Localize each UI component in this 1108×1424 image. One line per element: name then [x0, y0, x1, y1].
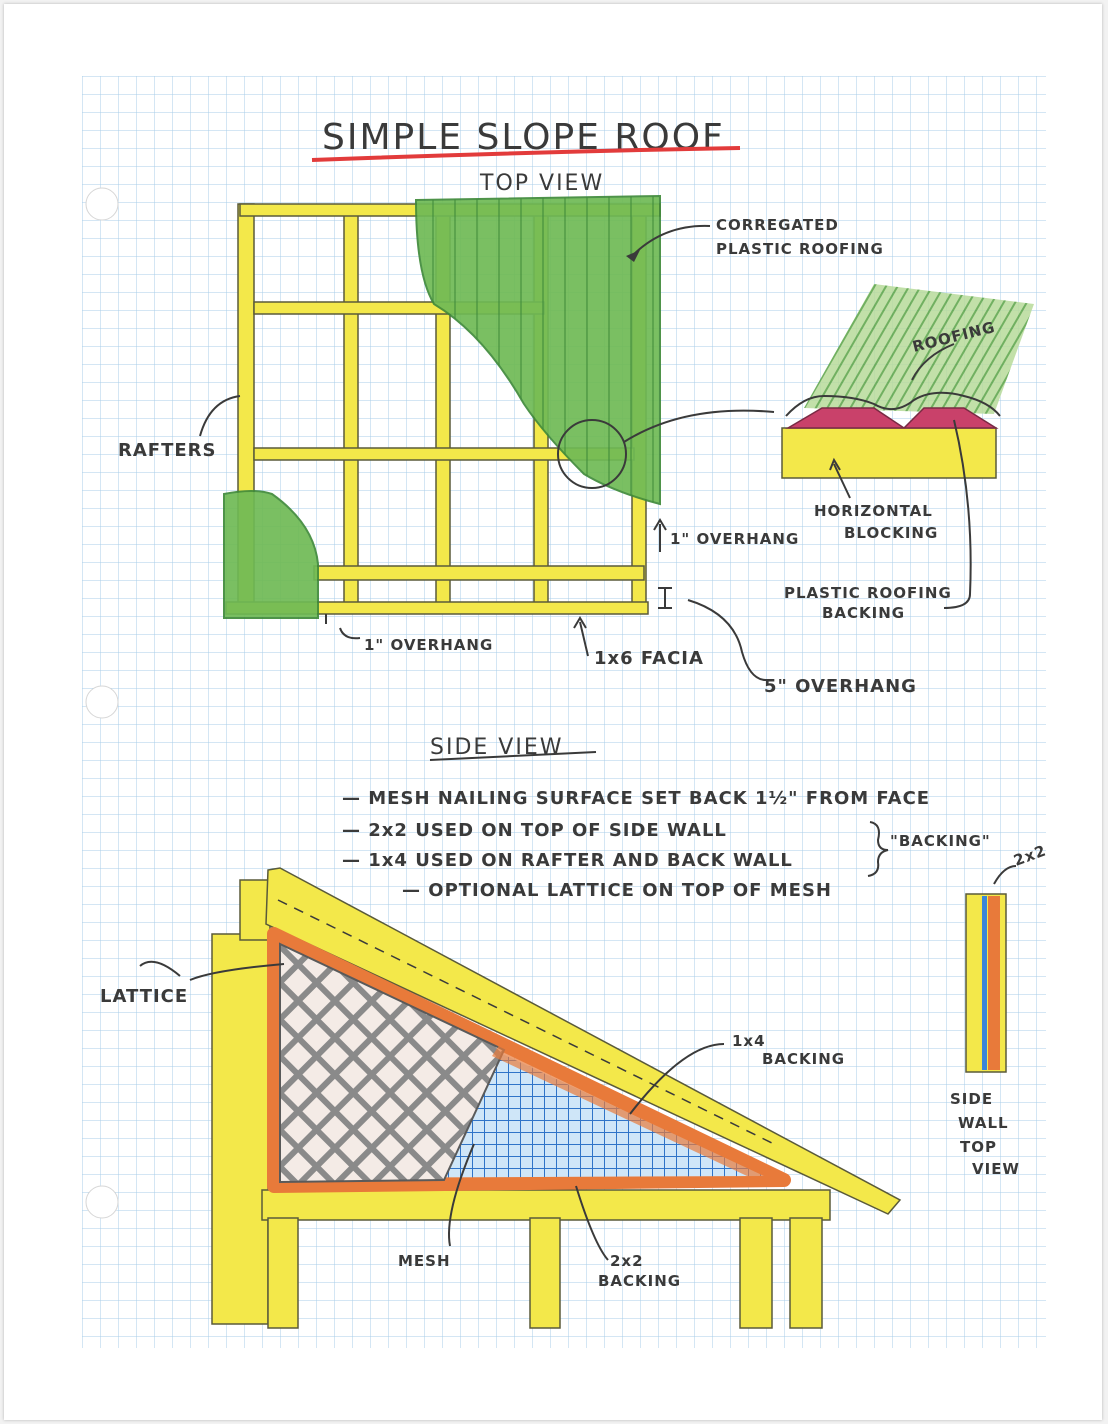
- top-view-heading: TOP VIEW: [480, 171, 605, 196]
- label-side: SIDE: [950, 1090, 994, 1108]
- note-line-4: — OPTIONAL LATTICE ON TOP OF MESH: [402, 880, 832, 901]
- label-corrugated: CORREGATED: [716, 216, 839, 234]
- binder-hole: [86, 686, 118, 718]
- rear-post: [268, 1218, 298, 1328]
- binder-hole: [86, 1186, 118, 1218]
- label-facia: 1x6 FACIA: [594, 648, 704, 669]
- front-post: [740, 1218, 772, 1328]
- label-plastic-roofing: PLASTIC ROOFING: [716, 240, 884, 258]
- label-blocking: BLOCKING: [844, 524, 939, 542]
- label-wall: WALL: [958, 1114, 1009, 1132]
- label-overhang-bottom: 1" OVERHANG: [364, 636, 494, 654]
- label-top: TOP: [960, 1138, 997, 1156]
- label-side-wall-2x2: 2x2: [1011, 841, 1049, 870]
- front-post: [790, 1218, 822, 1328]
- note-line-1: — MESH NAILING SURFACE SET BACK 1½" FROM FACE: [342, 788, 931, 809]
- rafter: [344, 210, 358, 610]
- note-line-2: — 2x2 USED ON TOP OF SIDE WALL: [342, 820, 727, 841]
- horizontal-blocking: [314, 566, 644, 580]
- label-plastic-roofing-backing: PLASTIC ROOFING: [784, 584, 952, 602]
- label-rafters: RAFTERS: [118, 440, 217, 461]
- label-backing: BACKING: [822, 604, 906, 622]
- label-2x2: 2x2: [610, 1252, 644, 1270]
- label-roofing: ROOFING: [910, 317, 998, 356]
- label-1x4: 1x4: [732, 1032, 766, 1050]
- post-top: [240, 880, 270, 940]
- label-2x2-backing: BACKING: [598, 1272, 682, 1290]
- backing-note: "BACKING": [890, 832, 991, 850]
- notebook-page: [4, 4, 1102, 1420]
- side-view-heading: SIDE VIEW: [430, 735, 564, 760]
- label-overhang-right: 1" OVERHANG: [670, 530, 800, 548]
- page-title: SIMPLE SLOPE ROOF: [322, 117, 725, 158]
- label-horizontal: HORIZONTAL: [814, 502, 933, 520]
- label-1x4-backing: BACKING: [762, 1050, 846, 1068]
- side-wall-top-plate: [262, 1190, 830, 1220]
- label-lattice: LATTICE: [100, 986, 189, 1007]
- note-line-3: — 1x4 USED ON RAFTER AND BACK WALL: [342, 850, 793, 871]
- front-post: [530, 1218, 560, 1328]
- back-wall-post: [212, 934, 268, 1324]
- side-wall-mesh: [982, 896, 987, 1070]
- label-overhang-5: 5" OVERHANG: [764, 676, 917, 697]
- label-view: VIEW: [972, 1160, 1020, 1178]
- label-mesh: MESH: [398, 1252, 451, 1270]
- side-wall-2x2: [988, 896, 1000, 1070]
- sketch-canvas: [4, 4, 1102, 1420]
- binder-hole: [86, 188, 118, 220]
